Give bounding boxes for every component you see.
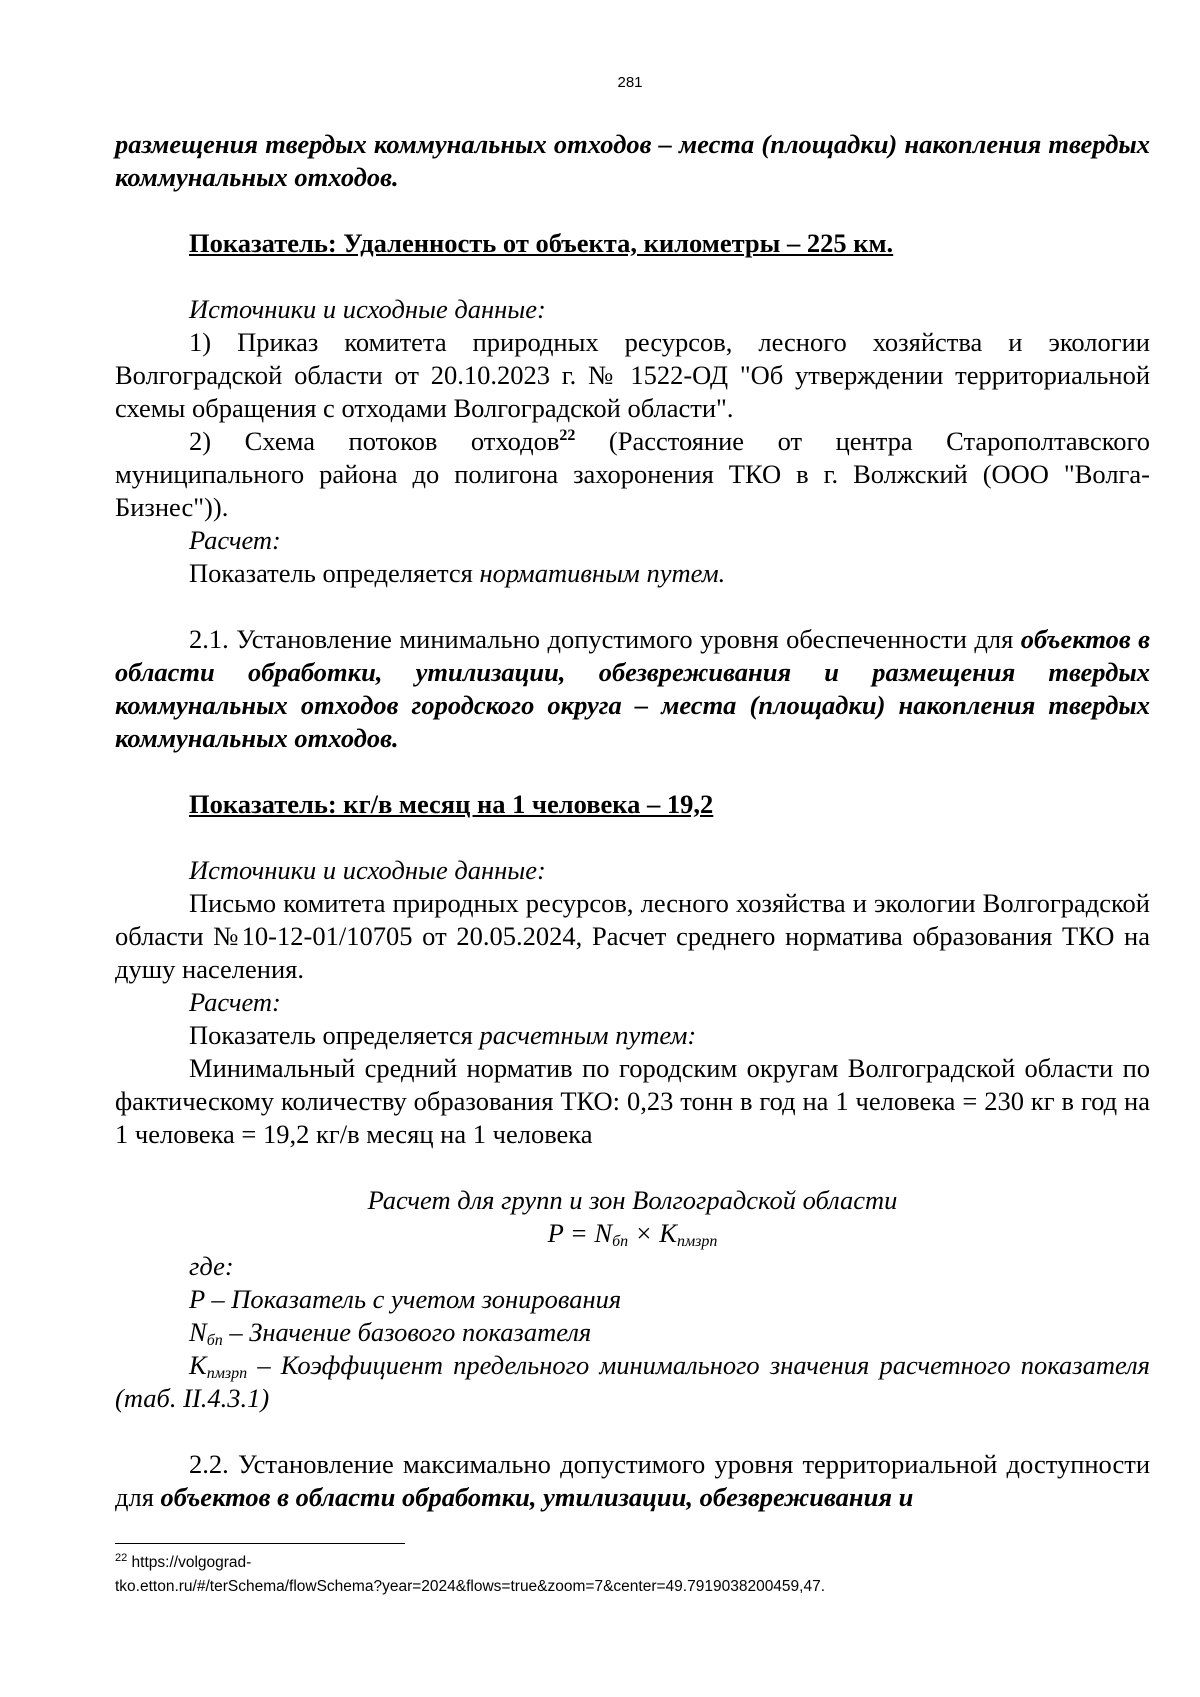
document-body (115, 128, 1150, 1514)
indicator-norm-title: Показатель: кг/в месяц на 1 человека – 19,2 (189, 789, 714, 819)
footnote-link-part2[interactable]: tko.etton.ru/#/terSchema/flowSchema?year=2024&flows=true&zoom=7&center=49.7919038200459,47. (115, 1578, 826, 1595)
section-2-2: 2.2. Установление максимально допустимого уровня территориальной доступности для объектов в области обработки, утилизации, обезвреживания и (115, 1449, 1150, 1512)
footnote (115, 1551, 1115, 1599)
footnote-divider (115, 1543, 405, 1544)
calc-detail: Минимальный средний норматив по городским округам Волгоградской области по фактическому количеству образования ТКО: 0,23 тонн в год на 1 человека = 230 кг в год на 1 человека = 19,2 кг/в месяц на 1 человека (115, 1053, 1150, 1149)
section-2-1: 2.1. Установление минимально допустимого уровня обеспеченности для объектов в области обработки, утилизации, обезвреживания и размещения твердых коммунальных отходов городского округа – места (площадки) накопления твердых коммунальных отходов. (115, 624, 1151, 753)
source-letter: Письмо комитета природных ресурсов, лесного хозяйства и экологии Волгоградской области №10-12-01/10705 от 20.05.2024, Расчет среднего норматива образования ТКО на душу населения. (115, 888, 1150, 984)
page-number: 281 (617, 74, 643, 91)
indicator-distance-title: Показатель: Удаленность от объекта, километры – 225 км. (189, 228, 894, 258)
calc-label: Расчет: (189, 525, 281, 555)
footnote-link-part1[interactable]: https://volgograd- (127, 1554, 252, 1571)
footnote-number: 22 (115, 1552, 128, 1564)
sources-label-2: Источники и исходные данные: (189, 855, 546, 885)
formula-where: где: (189, 1251, 234, 1281)
footnote-ref[interactable]: 22 (559, 427, 576, 444)
source-item-1: 1) Приказ комитета природных ресурсов, лесного хозяйства и экологии Волгоградской области от 20.10.2023 г. № 1522-ОД "Об утверждении территориальной схемы обращения с отходами Волгоградской области". (115, 327, 1150, 423)
sources-label: Источники и исходные данные: (189, 294, 546, 324)
continued-heading: размещения твердых коммунальных отходов – места (площадки) накопления твердых коммунальных отходов. (115, 129, 1150, 192)
formula-p-definition: P – Показатель с учетом зонирования (189, 1284, 622, 1314)
formula-k-definition: $K_{пмзрп}$ – Коэффициент предельного минимального значения расчетного показателя (таб. II.4.3.1) (115, 1350, 1150, 1413)
formula-n-definition: $N_{бп}$ – Значение базового показателя (189, 1317, 592, 1349)
source-item-2: 2) Схема потоков отходов$^{22}$ (Расстояние от центра Старополтавского муниципального района до полигона захоронения ТКО в г. Волжский (ООО "Волга-Бизнес")). (115, 426, 1150, 522)
formula: $P = N_{бп} \times K_{пмзрп}$ (547, 1218, 718, 1250)
calc-text: Показатель определяется нормативным путем. (189, 558, 726, 588)
calc-text-2: Показатель определяется расчетным путем: (189, 1020, 697, 1050)
calc-label-2: Расчет: (189, 987, 281, 1017)
formula-title: Расчет для групп и зон Волгоградской области (367, 1185, 898, 1215)
